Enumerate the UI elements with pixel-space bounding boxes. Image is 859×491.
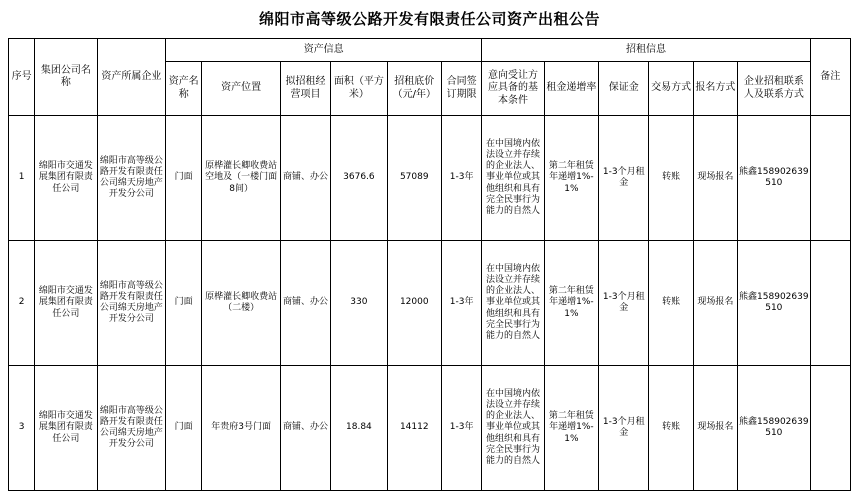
cell-contact: 熊鑫158902639510 bbox=[738, 241, 811, 366]
column-header-remark: 备注 bbox=[810, 39, 850, 116]
cell-area: 330 bbox=[331, 241, 387, 366]
cell-deposit: 1-3个月租金 bbox=[599, 366, 649, 491]
cell-deposit: 1-3个月租金 bbox=[599, 241, 649, 366]
cell-asset-location: 年贵府3号门面 bbox=[202, 366, 281, 491]
cell-group-company: 绵阳市交通发展集团有限责任公司 bbox=[35, 241, 97, 366]
cell-rent-increase: 第二年租赁年递增1%-1% bbox=[544, 241, 598, 366]
cell-asset-location: 原桦灌长卿收费站空地及（一楼门面8间） bbox=[202, 116, 281, 241]
table-row bbox=[9, 366, 851, 491]
cell-payment-method: 转账 bbox=[649, 366, 693, 491]
cell-rent-increase: 第二年租赁年递增1%-1% bbox=[544, 366, 598, 491]
cell-payment-method: 转账 bbox=[649, 116, 693, 241]
cell-group-company: 绵阳市交通发展集团有限责任公司 bbox=[35, 116, 97, 241]
table-row bbox=[9, 116, 851, 241]
cell-asset-name: 门面 bbox=[166, 241, 202, 366]
cell-payment-method: 转账 bbox=[649, 241, 693, 366]
cell-conditions: 在中国境内依法设立并存续的企业法人、事业单位或其他组织和具有完全民事行为能力的自然人 bbox=[482, 116, 544, 241]
cell-lease-project: 商铺、办公 bbox=[280, 366, 330, 491]
cell-signup-method: 现场报名 bbox=[693, 366, 737, 491]
cell-area: 3676.6 bbox=[331, 116, 387, 241]
cell-seq: 3 bbox=[9, 366, 35, 491]
column-header-contract-term: 合同签订期限 bbox=[441, 62, 481, 116]
column-header-deposit: 保证金 bbox=[599, 62, 649, 116]
cell-base-price: 57089 bbox=[387, 116, 441, 241]
column-header-seq: 序号 bbox=[9, 39, 35, 116]
cell-remark bbox=[810, 116, 850, 241]
cell-contact: 熊鑫158902639510 bbox=[738, 366, 811, 491]
cell-lease-project: 商铺、办公 bbox=[280, 116, 330, 241]
column-header-asset-name: 资产名称 bbox=[166, 62, 202, 116]
cell-remark bbox=[810, 241, 850, 366]
cell-asset-location: 原桦灌长卿收费站（二楼） bbox=[202, 241, 281, 366]
cell-contract-term: 1-3年 bbox=[441, 366, 481, 491]
page-title: 绵阳市高等级公路开发有限责任公司资产出租公告 bbox=[258, 10, 600, 28]
asset-rental-table bbox=[8, 38, 851, 491]
table-group-header-row bbox=[9, 39, 851, 62]
column-header-lease-project: 拟招租经营项目 bbox=[280, 62, 330, 116]
cell-contact: 熊鑫158902639510 bbox=[738, 116, 811, 241]
cell-asset-owner: 绵阳市高等级公路开发有限责任公司绵天房地产开发分公司 bbox=[97, 366, 165, 491]
cell-asset-name: 门面 bbox=[166, 116, 202, 241]
table-row bbox=[9, 241, 851, 366]
column-header-asset-location: 资产位置 bbox=[202, 62, 281, 116]
column-header-contact: 企业招租联系人及联系方式 bbox=[738, 62, 811, 116]
cell-contract-term: 1-3年 bbox=[441, 241, 481, 366]
column-header-signup-method: 报名方式 bbox=[693, 62, 737, 116]
cell-conditions: 在中国境内依法设立并存续的企业法人、事业单位或其他组织和具有完全民事行为能力的自然人 bbox=[482, 366, 544, 491]
cell-lease-project: 商铺、办公 bbox=[280, 241, 330, 366]
cell-base-price: 14112 bbox=[387, 366, 441, 491]
column-group-header-asset-info: 资产信息 bbox=[166, 39, 482, 62]
column-header-base-price: 招租底价（元/年） bbox=[387, 62, 441, 116]
cell-asset-owner: 绵阳市高等级公路开发有限责任公司绵天房地产开发分公司 bbox=[97, 241, 165, 366]
cell-signup-method: 现场报名 bbox=[693, 241, 737, 366]
cell-seq: 2 bbox=[9, 241, 35, 366]
column-header-asset-owner: 资产所属企业 bbox=[97, 39, 165, 116]
column-header-group-company: 集团公司名称 bbox=[35, 39, 97, 116]
column-header-area: 面积（平方米） bbox=[331, 62, 387, 116]
cell-signup-method: 现场报名 bbox=[693, 116, 737, 241]
cell-base-price: 12000 bbox=[387, 241, 441, 366]
cell-rent-increase: 第二年租赁年递增1%-1% bbox=[544, 116, 598, 241]
cell-seq: 1 bbox=[9, 116, 35, 241]
column-header-payment-method: 交易方式 bbox=[649, 62, 693, 116]
cell-conditions: 在中国境内依法设立并存续的企业法人、事业单位或其他组织和具有完全民事行为能力的自然人 bbox=[482, 241, 544, 366]
cell-deposit: 1-3个月租金 bbox=[599, 116, 649, 241]
column-header-conditions: 意向受让方应具备的基本条件 bbox=[482, 62, 544, 116]
cell-area: 18.84 bbox=[331, 366, 387, 491]
cell-asset-owner: 绵阳市高等级公路开发有限责任公司绵天房地产开发分公司 bbox=[97, 116, 165, 241]
cell-remark bbox=[810, 366, 850, 491]
column-group-header-lease-info: 招租信息 bbox=[482, 39, 810, 62]
cell-group-company: 绵阳市交通发展集团有限责任公司 bbox=[35, 366, 97, 491]
cell-asset-name: 门面 bbox=[166, 366, 202, 491]
column-header-rent-increase: 租金递增率 bbox=[544, 62, 598, 116]
cell-contract-term: 1-3年 bbox=[441, 116, 481, 241]
